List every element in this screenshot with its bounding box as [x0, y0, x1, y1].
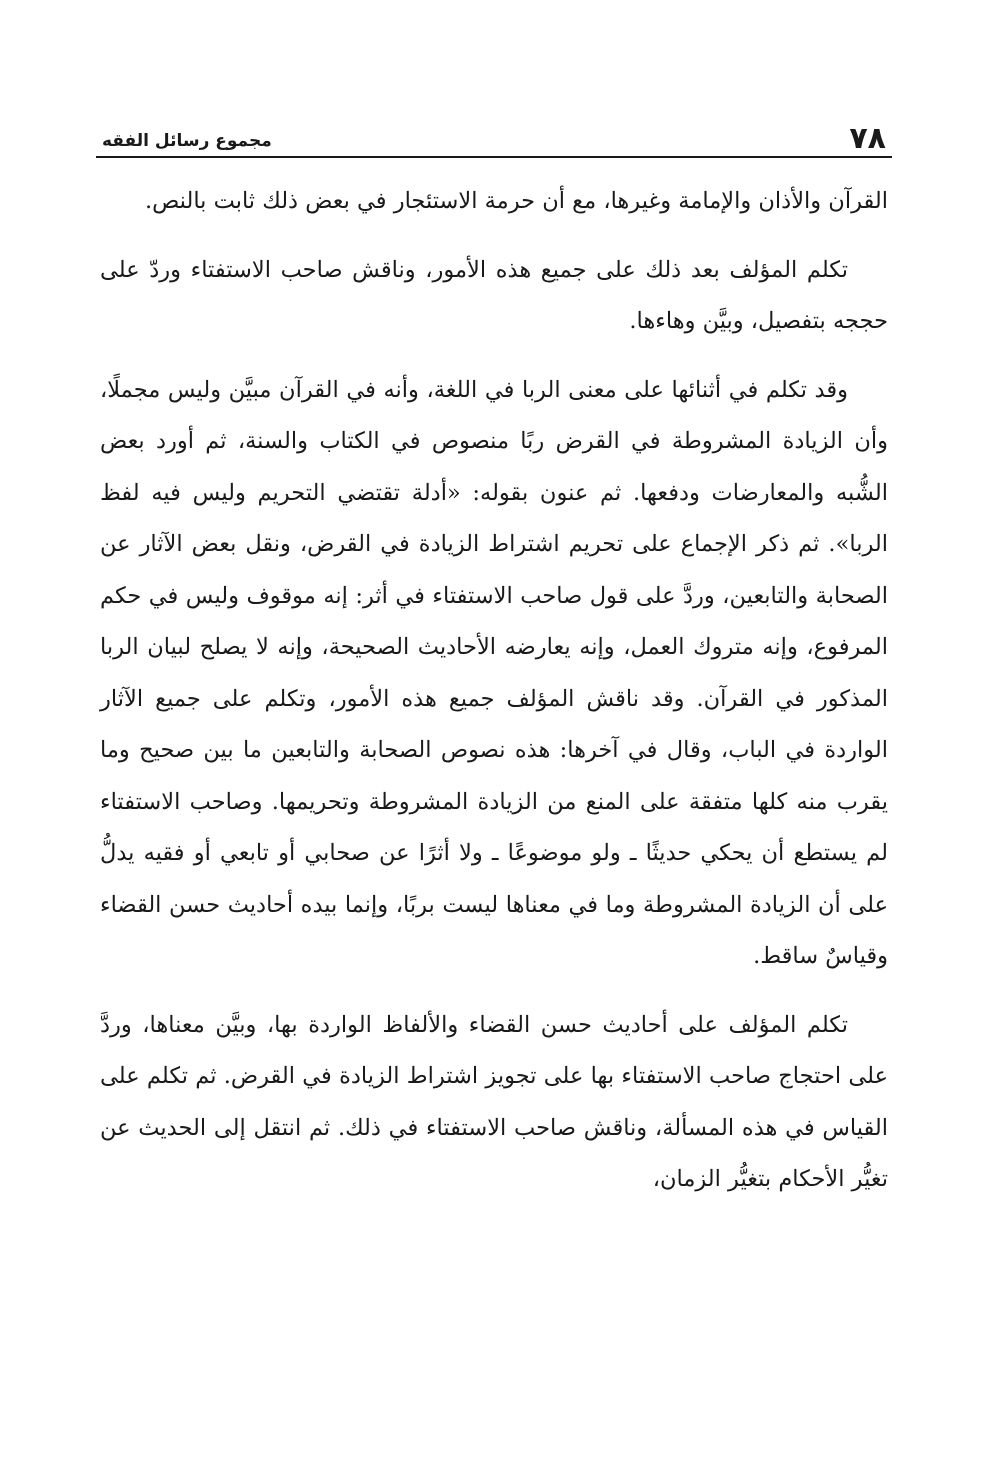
page-number: ٧٨: [849, 121, 886, 156]
paragraph-1: القرآن والأذان والإمامة وغيرها، مع أن حرمة الاستئجار في بعض ذلك ثابت بالنص.: [144, 188, 888, 214]
page: [96, 112, 892, 1223]
running-head: [96, 112, 892, 158]
paragraph-3: وقد تكلم في أثنائها على معنى الربا في اللغة، وأنه في القرآن مبيَّن وليس مجملًا، وأن الزيادة المشروطة في القرض ربًا منصوص في الكتاب والسنة، ثم أورد بعض الشُّبه والمعارضات ودفعها. ثم عنون بقوله: «أدلة تقتضي التحريم وليس فيه لفظ الربا». ثم ذكر الإجماع على تحريم اشتراط الزيادة في القرض، ونقل بعض الآثار عن الصحابة والتابعين، وردَّ على قول صاحب الاستفتاء في أثر: إنه موقوف وليس في حكم المرفوع، وإنه متروك العمل، وإنه يعارضه الأحاديث الصحيحة، وإنه لا يصلح لبيان الربا المذكور في القرآن. وقد ناقش المؤلف جميع هذه الأمور، وتكلم على جميع الآثار الواردة في الباب، وقال في آخرها: هذه نصوص الصحابة والتابعين ما بين صحيح وما يقرب منه كلها متفقة على المنع من الزيادة المشروطة وتحريمها. وصاحب الاستفتاء لم يستطع أن يحكي حديثًا ـ ولو موضوعًا ـ ولا أثرًا عن صحابي أو تابعي أو فقيه يدلُّ على أن الزيادة المشروطة وما في معناها ليست بربًا، وإنما بيده أحاديث حسن القضاء وقياسٌ ساقط.: [100, 376, 888, 969]
paragraph-4: تكلم المؤلف على أحاديث حسن القضاء والألفاظ الواردة بها، وبيَّن معناها، وردَّ على احتجاج صاحب الاستفتاء بها على تجويز اشتراط الزيادة في القرض. ثم تكلم على القياس في هذه المسألة، وناقش صاحب الاستفتاء في ذلك. ثم انتقل إلى الحديث عن تغيُّر الأحكام بتغيُّر الزمان،: [100, 1011, 888, 1192]
book-title: مجموع رسائل الفقه: [102, 131, 272, 151]
body-text: [96, 176, 892, 1206]
paragraph-2: تكلم المؤلف بعد ذلك على جميع هذه الأمور، وناقش صاحب الاستفتاء وردّ على حججه بتفصيل، وبيَّن وهاءها.: [100, 256, 888, 334]
